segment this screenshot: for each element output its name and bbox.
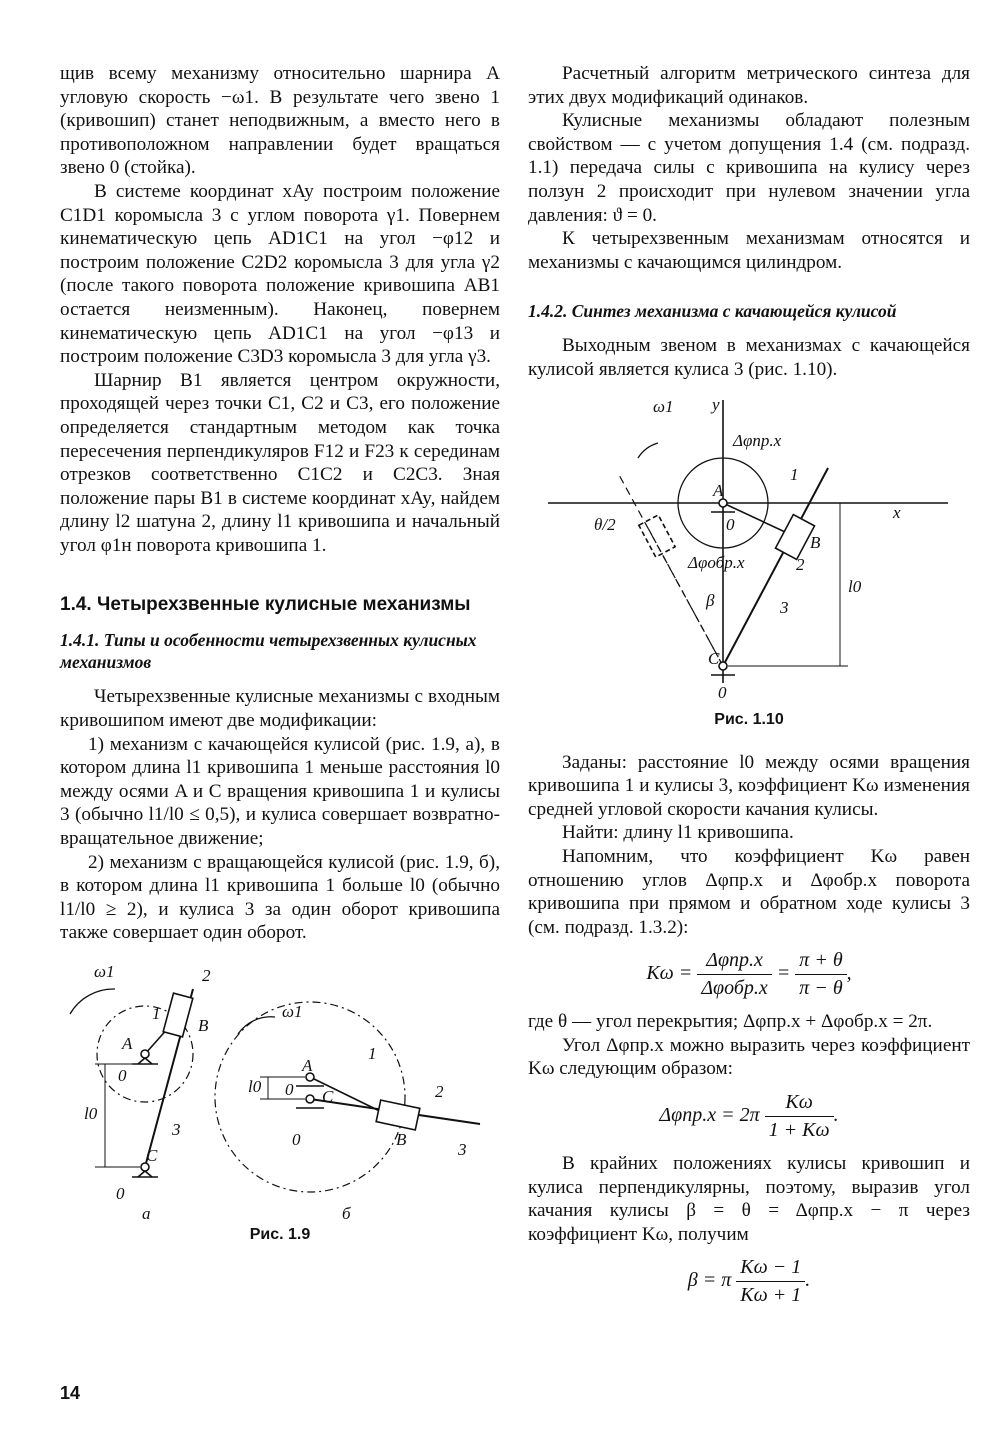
- numerator: Δφпр.х: [697, 949, 771, 975]
- list-item: 1) механизм с качающейся кулисой (рис. 1.9, а), в котором длина l1 кривошипа 1 меньше расстояния l0 между осями A и C вращения кривошипа 1 и кулисы 3 (обычно l1/l0 ≤ 0,5), и кулиса совершает возвратно-вращательное движение;: [60, 733, 500, 850]
- label-3: 3: [458, 1140, 467, 1159]
- label-omega: ω1: [282, 1002, 303, 1021]
- paragraph: Угол Δφпр.х можно выразить через коэффициент Kω следующим образом:: [528, 1034, 970, 1080]
- label-1: 1: [152, 1004, 161, 1023]
- subsection-heading: 1.4.2. Синтез механизма с качающейся кулисой: [528, 301, 897, 322]
- left-column: [60, 62, 500, 1244]
- label-sub-a: а: [142, 1204, 151, 1221]
- numerator: π + θ: [795, 949, 846, 975]
- denominator: Δφобр.х: [701, 977, 768, 1000]
- paragraph: где θ — угол перекрытия; Δφпр.х + Δφобр.х = 2π.: [528, 1011, 933, 1033]
- label-dphi-reverse: Δφобр.х: [688, 552, 745, 572]
- joint-a: [141, 1050, 149, 1058]
- label-3: 3: [780, 597, 789, 617]
- paragraph: К четырехзвенным механизмам относятся и механизмы с качающимся цилиндром.: [528, 228, 970, 273]
- label-1: 1: [790, 464, 799, 484]
- label-c: C: [322, 1087, 334, 1106]
- paragraph: Шарнир B1 является центром окружности, проходящей через точки C1, C2 и C3, его положение определяется стандартным методом как точка пересечения перпендикуляров F12 и F23 к серединам отрезков соответственно C1C2 и C2C3. Зная положение пары B1 в системе координат xAy, найдем длину l2 шатуна 2, длину l1 кривошипа и начальный угол φ1н поворота кривошипа 1.: [60, 369, 500, 556]
- label-a: A: [302, 1056, 313, 1075]
- label-2: 2: [796, 554, 805, 574]
- numerator: Kω: [765, 1091, 834, 1117]
- list-item: 2) механизм с вращающейся кулисой (рис. 1.9, б), в котором длина l1 кривошипа 1 больше l0 (обычно l1/l0 ≥ 2), и кулиса 3 за один оборот кривошипа также совершает один оборот.: [60, 851, 500, 944]
- label-omega: ω1: [94, 962, 115, 981]
- slider-block: [775, 514, 814, 559]
- figure-1-10-drawing: [528, 388, 970, 706]
- slider-block: [163, 993, 193, 1037]
- fraction: [697, 949, 771, 1000]
- label-l0: l0: [84, 1104, 98, 1123]
- formula-part: β = π: [687, 1269, 732, 1292]
- label-0: 0: [718, 682, 727, 702]
- paragraph: щив всему механизму относительно шарнира A угловую скорость −ω1. В результате чего звено 1 (кривошип) станет неподвижным, а вместо него в противоположном направлении будет вращаться звено 0 (стойка).: [60, 63, 500, 179]
- label-l0: l0: [248, 1077, 262, 1096]
- label-0: 0: [118, 1066, 127, 1085]
- figure-1-9: [60, 959, 500, 1244]
- formula-part: Kω =: [646, 962, 693, 985]
- label-sub-b: б: [342, 1204, 351, 1221]
- label-0: 0: [116, 1184, 125, 1203]
- label-y: y: [712, 394, 720, 414]
- label-beta: β: [706, 590, 715, 610]
- label-b: B: [396, 1130, 407, 1149]
- paragraph: Выходным звеном в механизмах с качающейся кулисой является кулиса 3 (рис. 1.10).: [528, 335, 970, 380]
- label-3: 3: [172, 1120, 181, 1139]
- label-b: B: [198, 1016, 209, 1035]
- label-c: C: [146, 1146, 158, 1165]
- formula-part: .: [805, 1269, 811, 1292]
- label-dphi-forward: Δφпр.х: [733, 430, 782, 450]
- rotation-arrow: [70, 989, 115, 1014]
- label-1: 1: [368, 1044, 377, 1063]
- denominator: π − θ: [799, 977, 843, 1000]
- paragraph: Кулисные механизмы обладают полезным свойством — с учетом допущения 1.4 (см. подразд. 1.1) передача силы с кривошипа на кулису через ползун 2 происходит при нулевом значении угла давления: ϑ = 0.: [528, 110, 970, 226]
- figure-caption: Рис. 1.9: [249, 1226, 311, 1243]
- fraction: [765, 1091, 834, 1142]
- paragraph: Найти: длину l1 кривошипа.: [562, 822, 794, 844]
- label-0: 0: [726, 514, 735, 534]
- label-2: 2: [202, 966, 211, 985]
- label-0: 0: [285, 1080, 294, 1099]
- label-c: C: [708, 648, 720, 668]
- formula-part: .: [833, 1104, 839, 1127]
- label-a: A: [713, 480, 724, 500]
- subsection-heading: 1.4.1. Типы и особенности четырехзвенных кулисных механизмов: [60, 630, 477, 673]
- paragraph: Расчетный алгоритм метрического синтеза для этих двух модификаций одинаков.: [528, 63, 970, 108]
- slider-extreme: [639, 514, 675, 556]
- label-a: A: [122, 1034, 133, 1053]
- page-number: 14: [60, 1383, 81, 1403]
- paragraph: В крайних положениях кулисы кривошип и кулиса перпендикулярны, поэтому, выразив угол качания кулисы β = θ = Δφпр.х − π через коэффициент Kω, получим: [528, 1153, 970, 1245]
- label-2: 2: [435, 1082, 444, 1101]
- denominator: Kω + 1: [740, 1284, 802, 1307]
- formula-k-omega: [528, 949, 970, 1000]
- formula-part: =: [776, 962, 791, 985]
- section-heading: 1.4. Четырехзвенные кулисные механизмы: [60, 594, 471, 616]
- paragraph: В системе координат xAy построим положение C1D1 коромысла 3 с углом поворота γ1. Повернем кинематическую цепь AD1C1 на угол −φ12 и построим положение C2D2 коромысла 3 для угла γ2 (после такого поворота положение кривошипа AB1 остается неизменным). Наконец, повернем кинематическую цепь AD1C1 на угол −φ13 и построим положение C3D3 коромысла 3 для угла γ3.: [60, 180, 500, 368]
- figure-1-9-drawing: [60, 959, 500, 1221]
- paragraph: Напомним, что коэффициент Kω равен отношению углов Δφпр.х и Δφобр.х поворота кривошипа при прямом и обратном ходе кулисы 3 (см. подразд. 1.3.2):: [528, 845, 970, 938]
- paragraph: Заданы: расстояние l0 между осями вращения кривошипа 1 и кулисы 3, коэффициент Kω изменения средней угловой скорости качания кулисы.: [528, 751, 970, 820]
- figure-1-10: [528, 388, 970, 729]
- denominator: 1 + Kω: [768, 1119, 830, 1142]
- fraction: [795, 949, 846, 1000]
- formula-part: Δφпр.х = 2π: [659, 1104, 760, 1127]
- label-omega: ω1: [653, 396, 674, 416]
- figure-caption: Рис. 1.10: [714, 710, 784, 728]
- label-x: x: [893, 502, 901, 522]
- rotation-arrow: [238, 1017, 275, 1034]
- label-l0: l0: [848, 576, 862, 596]
- rotation-arrow: [638, 443, 658, 458]
- fraction: [736, 1256, 805, 1307]
- label-0: 0: [292, 1130, 301, 1149]
- joint-c: [719, 662, 727, 670]
- label-b: B: [810, 532, 821, 552]
- formula-dphi: [528, 1091, 970, 1142]
- slider-block: [376, 1100, 420, 1130]
- right-column: [528, 62, 970, 1317]
- joint-a: [719, 499, 727, 507]
- numerator: Kω − 1: [736, 1256, 805, 1282]
- label-theta-half: θ/2: [594, 514, 616, 534]
- formula-beta: [528, 1256, 970, 1307]
- formula-part: ,: [846, 962, 852, 985]
- paragraph: Четырехзвенные кулисные механизмы с входным кривошипом имеют две модификации:: [60, 686, 500, 732]
- joint-c: [306, 1095, 314, 1103]
